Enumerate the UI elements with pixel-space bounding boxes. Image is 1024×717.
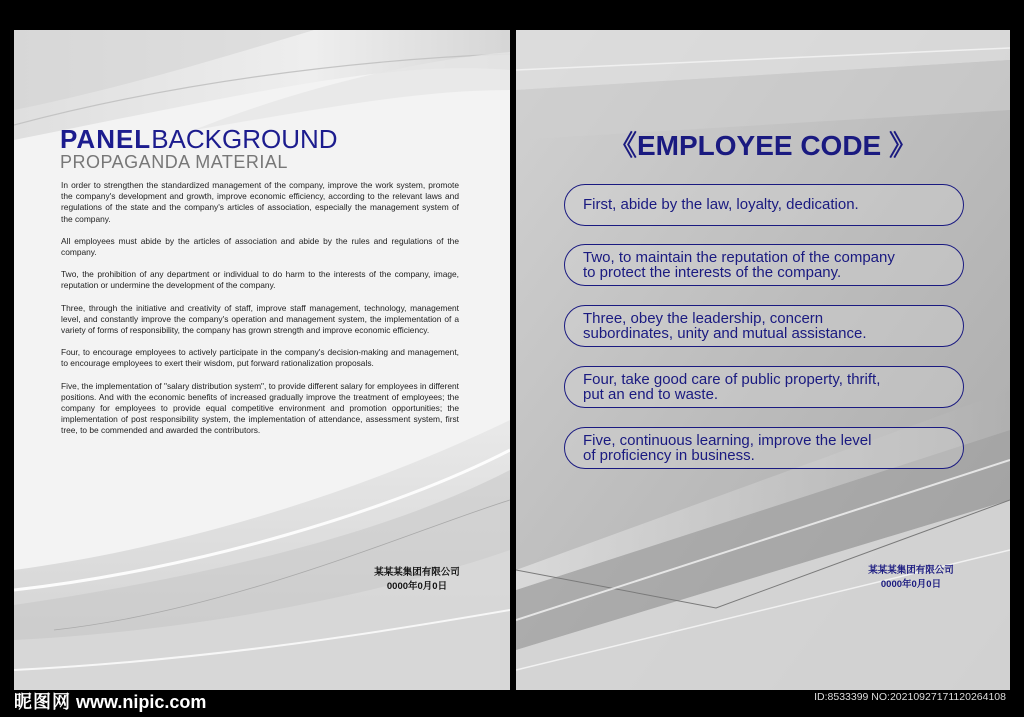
- company-name: 某某某集团有限公司: [868, 565, 954, 576]
- company-date: 0000年0月0日: [880, 579, 942, 590]
- paragraph: Two, the prohibition of any department or individual to do harm to the interests of the company, image, reputation or undermine the development of the company.: [61, 269, 459, 291]
- paragraph: Four, to encourage employees to actively participate in the company's decision-making and management, to encourage employees to exert their wisdom, put forward rationalization proposals.: [61, 347, 459, 369]
- panel-subtitle: PROPAGANDA MATERIAL: [60, 152, 288, 172]
- right-page: [516, 30, 1010, 690]
- code-item-line: of proficiency in business.: [583, 447, 755, 464]
- paragraph: Three, through the initiative and creativity of staff, improve staff management, technology, management level, and constantly improve the company's operation and management system, the implementation of a variety of forms of responsibility, the company has grown strength and improve economic efficiency.: [61, 302, 459, 336]
- code-item-line: Two, to maintain the reputation of the company: [583, 248, 895, 266]
- code-item: [564, 366, 964, 408]
- paragraph: In order to strengthen the standardized management of the company, improve the work system, promote the company's development and growth, improve economic efficiency, according to the relevant laws and regulations of the state and the company's articles of association, especially the management system of the company.: [61, 180, 459, 224]
- code-item-line: Four, take good care of public property, thrift,: [583, 370, 881, 388]
- code-item: [564, 244, 964, 286]
- logo-chinese: 昵图网: [14, 692, 71, 712]
- paragraph: Five, the implementation of "salary distribution system", to provide different salary for employees in different positions. And with the economic benefits of increased gradually improve the treatment of employees; the company for employees to provide equal competitive environment and promotion opportunities; the implementation of post responsibility system, the implementation of attendance, assessment system, first tree, to be commended and awarded the contributors.: [61, 380, 459, 436]
- code-item: [564, 184, 964, 226]
- title-bold-part: PANEL: [60, 124, 152, 154]
- code-item-line: subordinates, unity and mutual assistance.: [583, 325, 867, 342]
- nipic-watermark-logo: [14, 688, 206, 714]
- paragraph: All employees must abide by the articles of association and abide by the rules and regulations of the company.: [61, 235, 459, 258]
- employee-code-title: 《EMPLOYEE CODE 》: [608, 130, 918, 161]
- body-text: [61, 180, 459, 448]
- code-item: [564, 427, 964, 469]
- code-item: [564, 305, 964, 347]
- panel-title: [60, 126, 338, 152]
- company-date: 0000年0月0日: [386, 581, 448, 592]
- code-item-line: to protect the interests of the company.: [583, 264, 842, 281]
- code-item-line: Five, continuous learning, improve the level: [583, 431, 872, 449]
- logo-url: www.nipic.com: [76, 692, 207, 712]
- company-signature: [370, 566, 464, 594]
- image-id-text: ID:8533399 NO:20210927171120264108: [814, 691, 1006, 703]
- left-page: [14, 30, 510, 690]
- code-item-line: Three, obey the leadership, concern: [583, 309, 824, 327]
- code-item-line: put an end to waste.: [583, 386, 719, 403]
- company-name: 某某某集团有限公司: [374, 567, 460, 578]
- title-light-part: BACKGROUND: [151, 124, 338, 154]
- company-signature: [856, 564, 966, 592]
- code-item-line: First, abide by the law, loyalty, dedication.: [583, 196, 859, 214]
